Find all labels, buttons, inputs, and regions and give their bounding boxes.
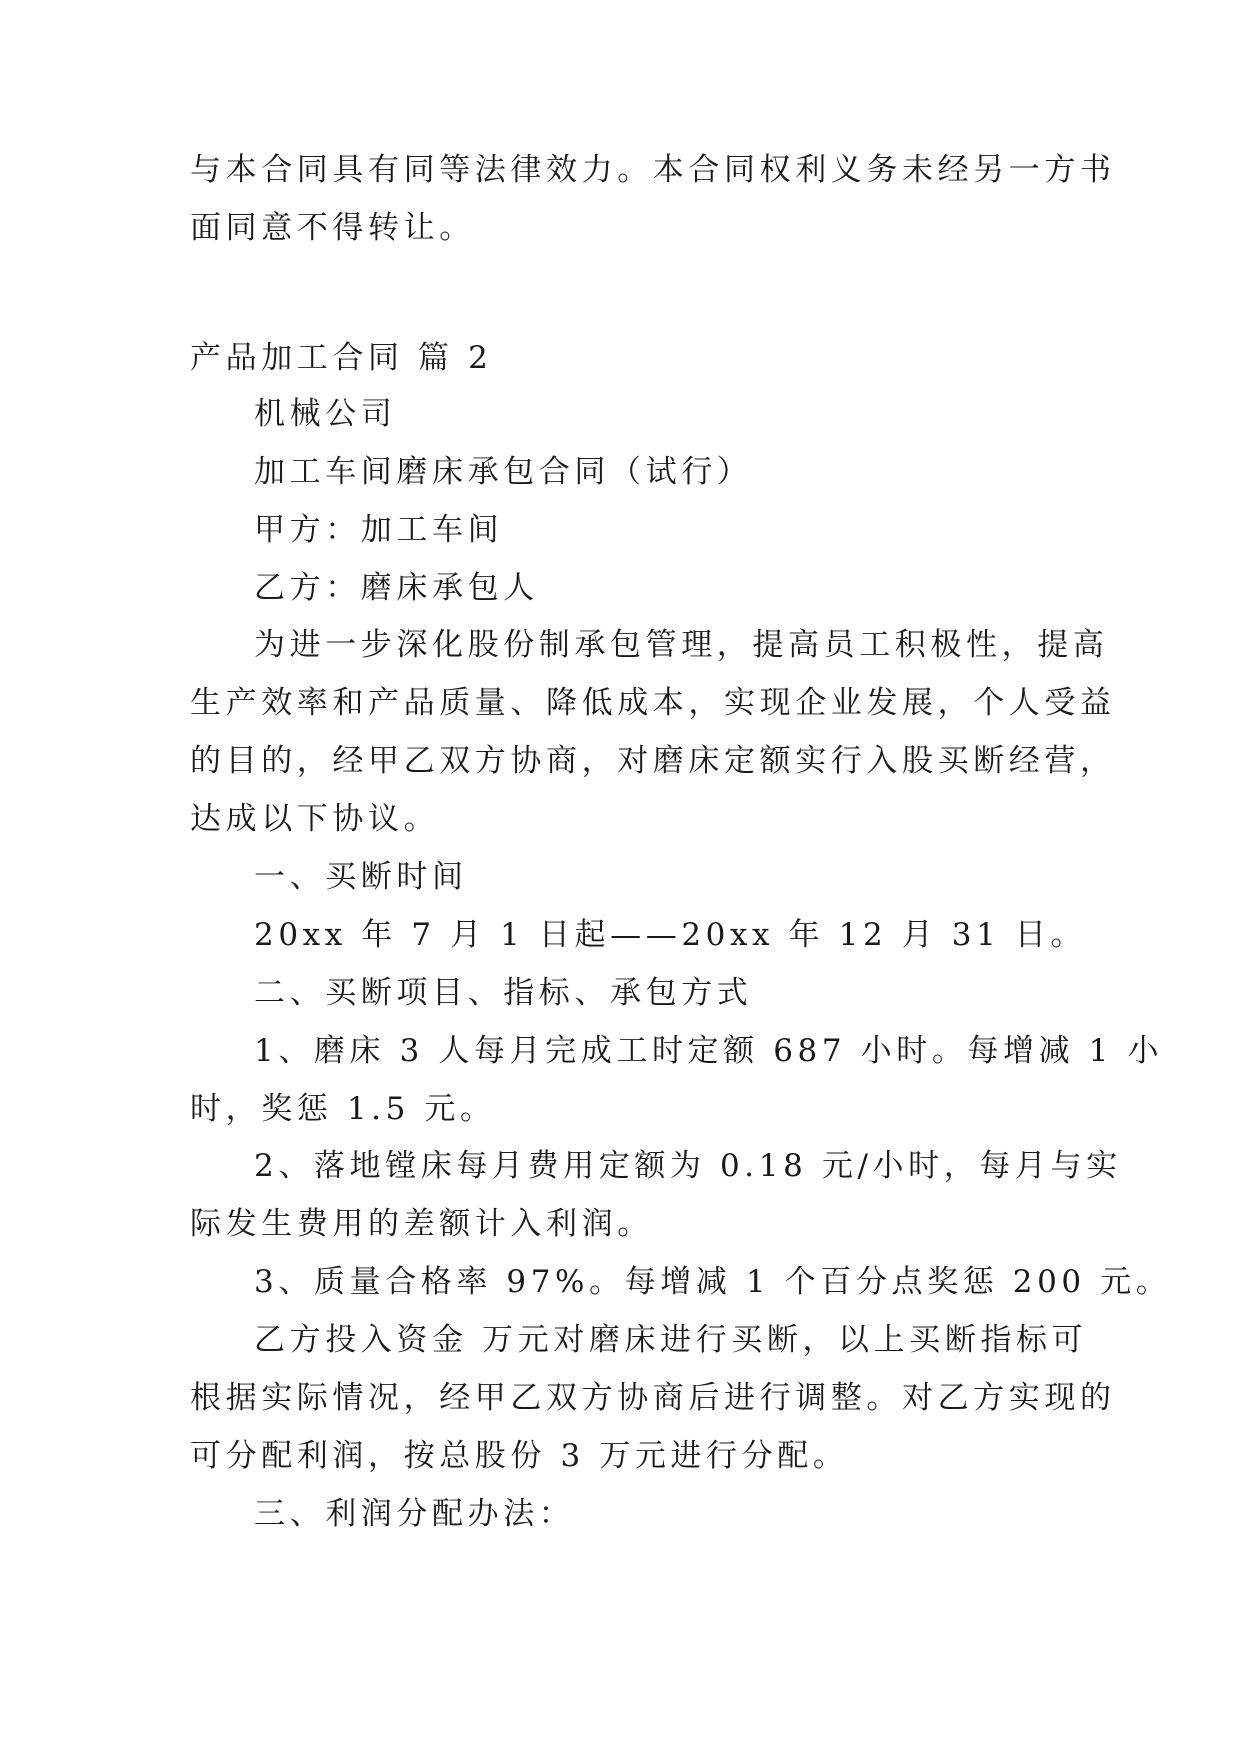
paragraph-line: 时，奖惩 1.5 元。 <box>190 1091 496 1127</box>
clause-heading: 二、买断项目、指标、承包方式 <box>254 975 753 1011</box>
contract-title: 加工车间磨床承包合同（试行） <box>254 454 753 490</box>
company-name: 机械公司 <box>254 396 397 432</box>
paragraph-line: 的目的，经甲乙双方协商，对磨床定额实行入股买断经营， <box>190 743 1116 779</box>
paragraph-line: 根据实际情况，经甲乙双方协商后进行调整。对乙方实现的 <box>190 1380 1116 1416</box>
paragraph-line: 2、落地镗床每月费用定额为 0.18 元/小时，每月与实 <box>254 1148 1122 1184</box>
paragraph-line: 与本合同具有同等法律效力。本合同权利义务未经另一方书 <box>190 152 1116 188</box>
party-a: 甲方：加工车间 <box>254 512 504 548</box>
clause-heading: 一、买断时间 <box>254 859 468 895</box>
paragraph-line: 3、质量合格率 97%。每增减 1 个百分点奖惩 200 元。 <box>254 1264 1172 1300</box>
paragraph-line: 可分配利润，按总股份 3 万元进行分配。 <box>190 1438 849 1474</box>
paragraph-line: 20xx 年 7 月 1 日起——20xx 年 12 月 31 日。 <box>254 917 1087 953</box>
paragraph-line: 1、磨床 3 人每月完成工时定额 687 小时。每增减 1 小 <box>254 1033 1164 1069</box>
paragraph-line: 际发生费用的差额计入利润。 <box>190 1206 653 1242</box>
paragraph-line: 为进一步深化股份制承包管理，提高员工积极性，提高 <box>254 627 1109 663</box>
party-b: 乙方：磨床承包人 <box>254 570 539 606</box>
paragraph-line: 乙方投入资金 万元对磨床进行买断，以上买断指标可 <box>254 1322 1088 1358</box>
paragraph-line: 生产效率和产品质量、降低成本，实现企业发展，个人受益 <box>190 685 1116 721</box>
paragraph-line: 达成以下协议。 <box>190 801 440 837</box>
clause-heading: 三、利润分配办法： <box>254 1496 575 1532</box>
section-heading: 产品加工合同 篇 2 <box>190 340 493 376</box>
paragraph-line: 面同意不得转让。 <box>190 210 475 246</box>
